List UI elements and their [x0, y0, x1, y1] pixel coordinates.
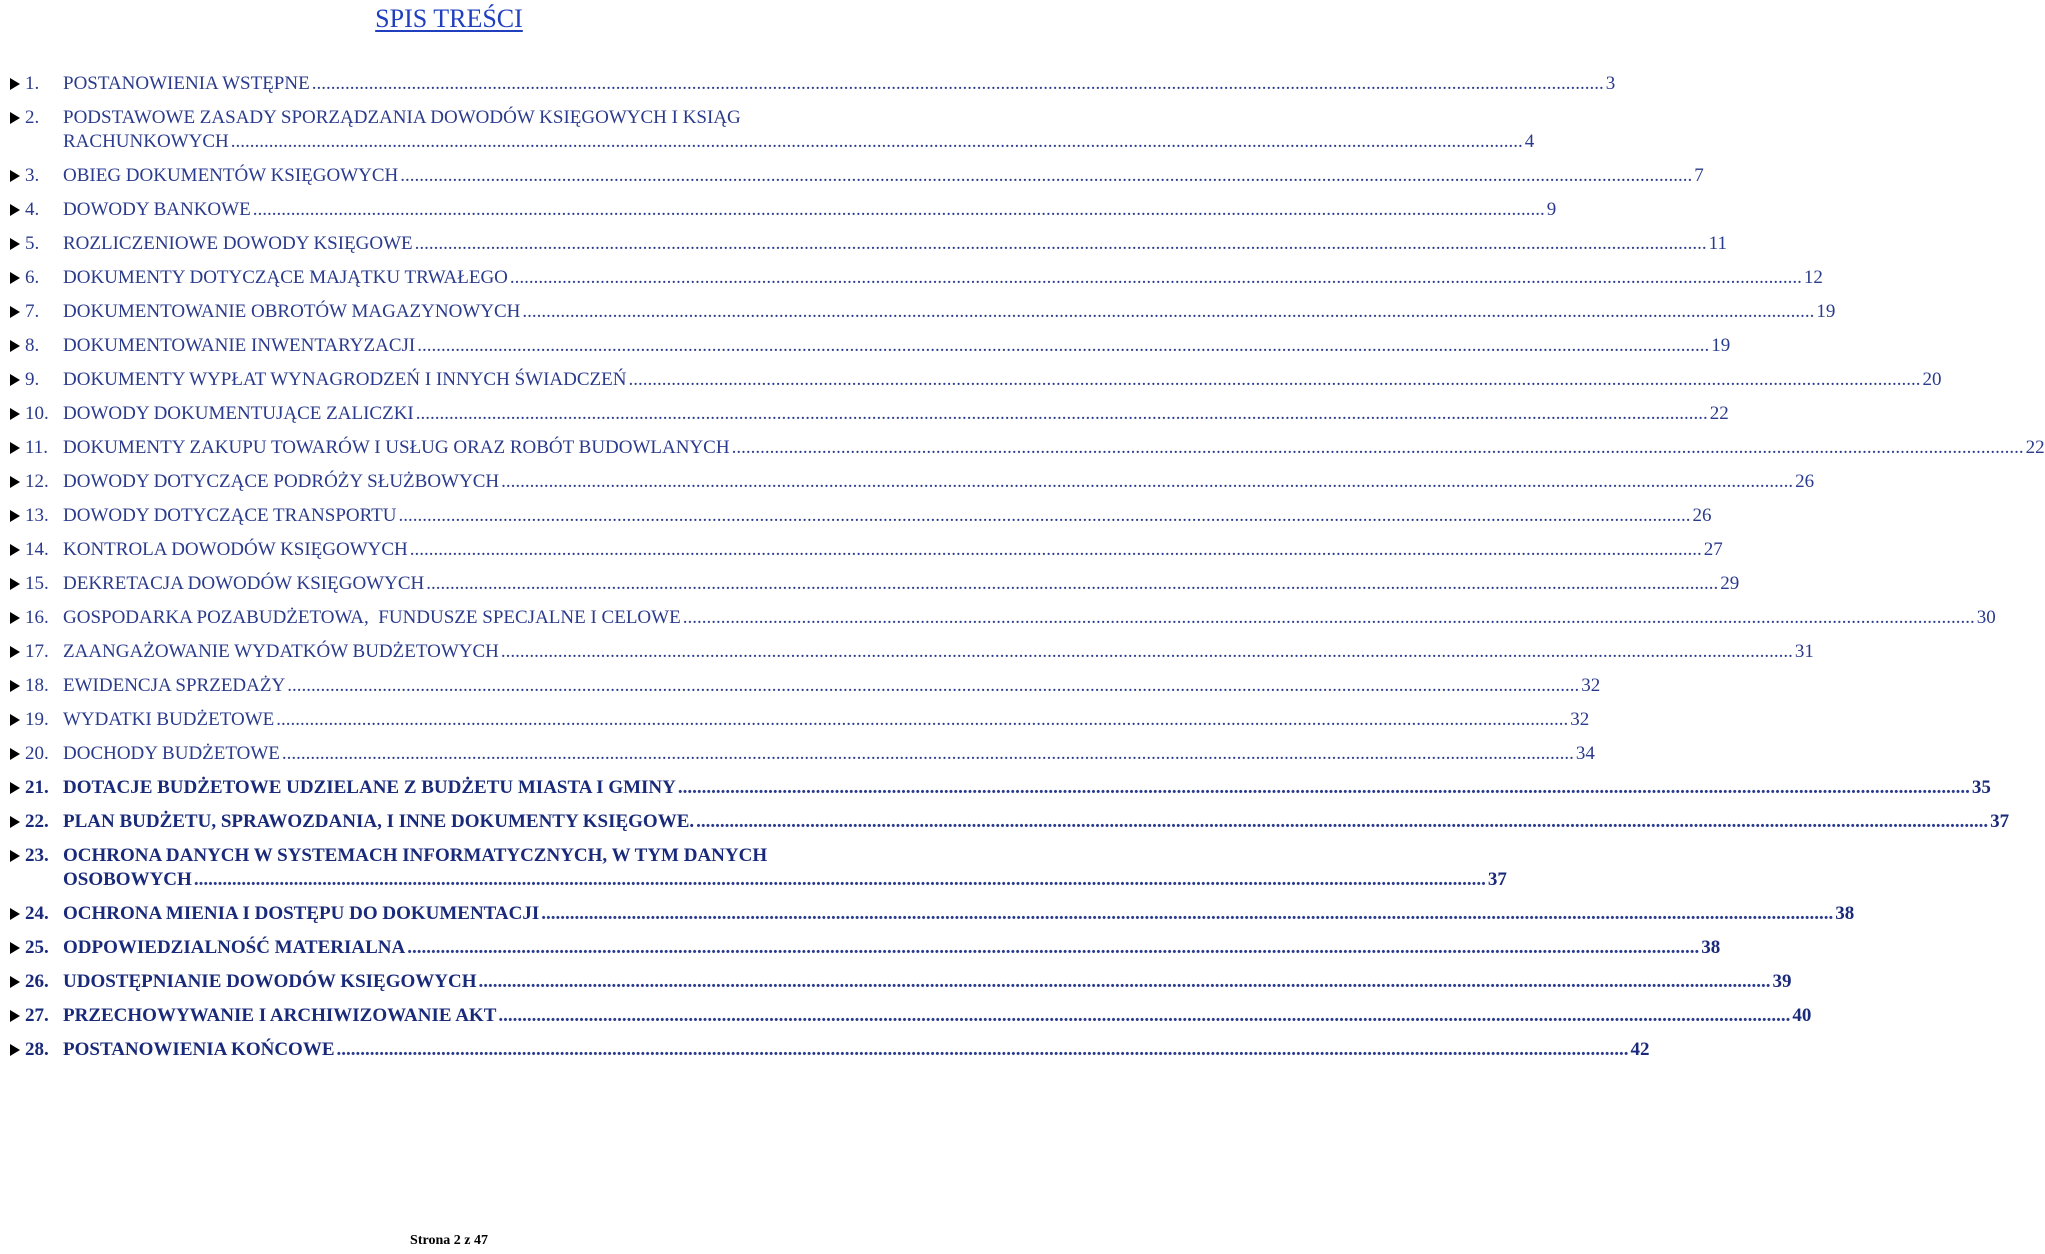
- dot-leader: [415, 232, 1707, 256]
- toc-entry-number: 12.: [25, 471, 49, 492]
- toc-entry-title[interactable]: ODPOWIEDZIALNOŚĆ MATERIALNA: [63, 937, 406, 958]
- toc-entry-number: 4.: [25, 199, 40, 220]
- toc-entry[interactable]: [10, 1038, 1650, 1072]
- toc-entry-title[interactable]: ROZLICZENIOWE DOWODY KSIĘGOWE: [63, 233, 413, 254]
- toc-entry-page[interactable]: 38: [1835, 903, 1855, 924]
- arrow-right-icon: [10, 368, 20, 392]
- toc-entry-page[interactable]: 38: [1701, 937, 1721, 958]
- arrow-right-icon: [10, 504, 20, 528]
- toc-entry-number: 22.: [25, 811, 49, 832]
- arrow-right-icon: [10, 198, 20, 222]
- arrow-right-icon: [10, 334, 20, 358]
- arrow-right-icon: [10, 776, 20, 800]
- toc-entry[interactable]: [10, 368, 1942, 402]
- toc-entry[interactable]: [10, 572, 1740, 606]
- dot-leader: [276, 708, 1568, 732]
- toc-entry-title[interactable]: UDOSTĘPNIANIE DOWODÓW KSIĘGOWYCH: [63, 971, 477, 992]
- toc-entry-title[interactable]: DOKUMENTY DOTYCZĄCE MAJĄTKU TRWAŁEGO: [63, 267, 508, 288]
- dot-leader: [541, 902, 1833, 926]
- toc-entry-page[interactable]: 42: [1630, 1039, 1650, 1060]
- table-of-contents: [10, 72, 2045, 1072]
- arrow-right-icon: [10, 902, 20, 926]
- toc-entry[interactable]: [10, 1004, 1812, 1038]
- toc-entry-title[interactable]: DOTACJE BUDŻETOWE UDZIELANE Z BUDŻETU MIASTA I GMINY: [63, 777, 676, 798]
- dot-leader: [417, 334, 1709, 358]
- dot-leader: [287, 674, 1579, 698]
- arrow-right-icon: [10, 936, 20, 960]
- toc-entry[interactable]: [10, 970, 1792, 1004]
- toc-entry-number: 13.: [25, 505, 49, 526]
- toc-entry-title[interactable]: PODSTAWOWE ZASADY SPORZĄDZANIA DOWODÓW KSIĘGOWYCH I KSIĄG: [63, 107, 741, 128]
- arrow-right-icon: [10, 844, 20, 868]
- toc-entry-page[interactable]: 20: [1922, 369, 1942, 390]
- toc-entry-number: 27.: [25, 1005, 49, 1026]
- toc-entry-number: 8.: [25, 335, 40, 356]
- toc-entry-number: 11.: [25, 437, 49, 458]
- toc-entry[interactable]: [10, 72, 1616, 106]
- toc-entry-number: 14.: [25, 539, 49, 560]
- dot-leader: [194, 868, 1486, 892]
- toc-entry-number: 1.: [25, 73, 40, 94]
- toc-entry-title[interactable]: OCHRONA MIENIA I DOSTĘPU DO DOKUMENTACJI: [63, 903, 540, 924]
- toc-entry-title[interactable]: DEKRETACJA DOWODÓW KSIĘGOWYCH: [63, 573, 425, 594]
- toc-entry-page[interactable]: 35: [1971, 777, 1991, 798]
- toc-entry[interactable]: [10, 640, 1814, 674]
- toc-entry-title[interactable]: DOWODY DOTYCZĄCE TRANSPORTU: [63, 505, 397, 526]
- dot-leader: [400, 164, 1692, 188]
- dot-leader: [426, 572, 1718, 596]
- toc-entry-page[interactable]: 7: [1694, 165, 1704, 186]
- arrow-right-icon: [10, 164, 20, 188]
- toc-entry-number: 9.: [25, 369, 40, 390]
- toc-entry-page[interactable]: 29: [1720, 573, 1740, 594]
- toc-entry-number: 19.: [25, 709, 49, 730]
- toc-entry-number: 17.: [25, 641, 49, 662]
- arrow-right-icon: [10, 232, 20, 256]
- toc-entry-page[interactable]: 19: [1816, 301, 1836, 322]
- dot-leader: [678, 776, 1970, 800]
- toc-entry-number: 5.: [25, 233, 40, 254]
- toc-entry-number: 16.: [25, 607, 49, 628]
- toc-entry-page[interactable]: 12: [1803, 267, 1823, 288]
- toc-entry-page[interactable]: 37: [1487, 869, 1507, 890]
- dot-leader: [628, 368, 1920, 392]
- toc-entry-page[interactable]: 19: [1711, 335, 1731, 356]
- toc-entry-page[interactable]: 40: [1792, 1005, 1812, 1026]
- dot-leader: [231, 130, 1523, 154]
- arrow-right-icon: [10, 538, 20, 562]
- toc-entry[interactable]: [10, 470, 1815, 504]
- toc-entry-title[interactable]: OCHRONA DANYCH W SYSTEMACH INFORMATYCZNYCH, W TYM DANYCH: [63, 845, 768, 866]
- toc-entry[interactable]: [10, 844, 1507, 902]
- toc-entry[interactable]: [10, 902, 1855, 936]
- arrow-right-icon: [10, 300, 20, 324]
- toc-entry-page[interactable]: 30: [1976, 607, 1996, 628]
- toc-entry-title[interactable]: EWIDENCJA SPRZEDAŻY: [63, 675, 286, 696]
- toc-entry[interactable]: [10, 606, 1996, 640]
- toc-entry-number: 3.: [25, 165, 40, 186]
- toc-entry-title[interactable]: POSTANOWIENIA KOŃCOWE: [63, 1039, 335, 1060]
- toc-entry-title[interactable]: ZAANGAŻOWANIE WYDATKÓW BUDŻETOWYCH: [63, 641, 499, 662]
- toc-entry-title[interactable]: POSTANOWIENIA WSTĘPNE: [63, 73, 310, 94]
- toc-entry-number: 18.: [25, 675, 49, 696]
- toc-entry-page[interactable]: 22: [1709, 403, 1729, 424]
- page-footer: Strona 2 z 47: [410, 1233, 488, 1248]
- toc-entry-title[interactable]: WYDATKI BUDŻETOWE: [63, 709, 275, 730]
- page-title: SPIS TREŚCI: [375, 4, 523, 33]
- arrow-right-icon: [10, 640, 20, 664]
- arrow-right-icon: [10, 674, 20, 698]
- dot-leader: [479, 970, 1771, 994]
- arrow-right-icon: [10, 470, 20, 494]
- toc-entry-title[interactable]: OBIEG DOKUMENTÓW KSIĘGOWYCH: [63, 165, 399, 186]
- arrow-right-icon: [10, 708, 20, 732]
- toc-entry[interactable]: [10, 708, 1590, 742]
- toc-entry-number: 15.: [25, 573, 49, 594]
- arrow-right-icon: [10, 436, 20, 460]
- toc-entry-title[interactable]: PLAN BUDŻETU, SPRAWOZDANIA, I INNE DOKUMENTY KSIĘGOWE.: [63, 811, 695, 832]
- toc-entry[interactable]: [10, 164, 1704, 198]
- toc-entry-page[interactable]: 39: [1772, 971, 1792, 992]
- toc-entry[interactable]: [10, 402, 1729, 436]
- toc-entry-number: 25.: [25, 937, 49, 958]
- toc-entry[interactable]: [10, 300, 1836, 334]
- arrow-right-icon: [10, 1004, 20, 1028]
- toc-entry-page[interactable]: 4: [1524, 131, 1535, 152]
- toc-entry-number: 20.: [25, 743, 49, 764]
- toc-entry[interactable]: [10, 538, 1723, 572]
- dot-leader: [398, 504, 1690, 528]
- dot-leader: [498, 1004, 1790, 1028]
- toc-entry-page[interactable]: 26: [1692, 505, 1712, 526]
- toc-entry-page[interactable]: 27: [1703, 539, 1723, 560]
- dot-leader: [337, 1038, 1629, 1062]
- dot-leader: [683, 606, 1975, 630]
- toc-entry-number: 26.: [25, 971, 49, 992]
- toc-entry-page[interactable]: 11: [1708, 233, 1727, 254]
- dot-leader: [416, 402, 1708, 426]
- dot-leader: [522, 300, 1814, 324]
- toc-entry-number: 24.: [25, 903, 49, 924]
- dot-leader: [282, 742, 1574, 766]
- toc-entry-number: 21.: [25, 777, 49, 798]
- toc-entry-page[interactable]: 22: [2025, 437, 2045, 458]
- toc-entry[interactable]: [10, 266, 1823, 300]
- toc-entry-page[interactable]: 31: [1794, 641, 1814, 662]
- toc-entry[interactable]: [10, 936, 1721, 970]
- toc-entry-title[interactable]: DOCHODY BUDŻETOWE: [63, 743, 280, 764]
- arrow-right-icon: [10, 72, 20, 96]
- dot-leader: [510, 266, 1802, 290]
- toc-entry-page[interactable]: 32: [1581, 675, 1601, 696]
- toc-entry-number: 6.: [25, 267, 40, 288]
- toc-entry[interactable]: [10, 436, 2045, 470]
- toc-entry-title[interactable]: DOWODY DOKUMENTUJĄCE ZALICZKI: [63, 403, 414, 424]
- dot-leader: [312, 72, 1604, 96]
- dot-leader: [407, 936, 1699, 960]
- arrow-right-icon: [10, 810, 20, 834]
- arrow-right-icon: [10, 1038, 20, 1062]
- toc-entry-title-continued[interactable]: RACHUNKOWYCH: [63, 131, 229, 152]
- toc-entry[interactable]: [10, 198, 1557, 232]
- toc-entry-page[interactable]: 32: [1570, 709, 1590, 730]
- toc-entry[interactable]: [10, 504, 1712, 538]
- toc-entry[interactable]: [10, 674, 1601, 708]
- toc-entry-title[interactable]: DOWODY BANKOWE: [63, 199, 251, 220]
- dot-leader: [696, 810, 1988, 834]
- toc-entry-title[interactable]: GOSPODARKA POZABUDŻETOWA, FUNDUSZE SPECJALNE I CELOWE: [63, 607, 681, 628]
- toc-entry-number: 10.: [25, 403, 49, 424]
- dot-leader: [732, 436, 2024, 460]
- toc-entry[interactable]: [10, 810, 2010, 844]
- dot-leader: [410, 538, 1702, 562]
- toc-entry[interactable]: [10, 232, 1727, 266]
- toc-entry-number: 23.: [25, 845, 49, 866]
- toc-entry-page[interactable]: 3: [1605, 73, 1616, 94]
- toc-entry-title[interactable]: DOKUMENTOWANIE INWENTARYZACJI: [63, 335, 416, 356]
- arrow-right-icon: [10, 572, 20, 596]
- toc-entry-title[interactable]: PRZECHOWYWANIE I ARCHIWIZOWANIE AKT: [63, 1005, 497, 1026]
- toc-entry-page[interactable]: 34: [1575, 743, 1595, 764]
- dot-leader: [501, 640, 1793, 664]
- toc-entry-title[interactable]: DOWODY DOTYCZĄCE PODRÓŻY SŁUŻBOWYCH: [63, 471, 500, 492]
- arrow-right-icon: [10, 606, 20, 630]
- toc-entry[interactable]: [10, 106, 1535, 164]
- toc-entry-page[interactable]: 37: [1990, 811, 2010, 832]
- toc-entry-title-continued[interactable]: OSOBOWYCH: [63, 869, 192, 890]
- arrow-right-icon: [10, 970, 20, 994]
- toc-entry[interactable]: [10, 334, 1731, 368]
- toc-entry-title[interactable]: DOKUMENTY ZAKUPU TOWARÓW I USŁUG ORAZ ROBÓT BUDOWLANYCH: [63, 437, 730, 458]
- toc-entry-page[interactable]: 26: [1795, 471, 1815, 492]
- arrow-right-icon: [10, 742, 20, 766]
- toc-entry-number: 2.: [25, 107, 40, 128]
- toc-entry-title[interactable]: DOKUMENTY WYPŁAT WYNAGRODZEŃ I INNYCH ŚWIADCZEŃ: [63, 369, 627, 390]
- toc-entry[interactable]: [10, 776, 1991, 810]
- dot-leader: [501, 470, 1793, 494]
- toc-entry-title[interactable]: KONTROLA DOWODÓW KSIĘGOWYCH: [63, 539, 408, 560]
- arrow-right-icon: [10, 106, 20, 130]
- toc-entry-page[interactable]: 9: [1546, 199, 1557, 220]
- arrow-right-icon: [10, 266, 20, 290]
- toc-entry-title[interactable]: DOKUMENTOWANIE OBROTÓW MAGAZYNOWYCH: [63, 301, 521, 322]
- toc-entry-number: 7.: [25, 301, 40, 322]
- arrow-right-icon: [10, 402, 20, 426]
- toc-entry-number: 28.: [25, 1039, 49, 1060]
- dot-leader: [253, 198, 1545, 222]
- toc-entry[interactable]: [10, 742, 1595, 776]
